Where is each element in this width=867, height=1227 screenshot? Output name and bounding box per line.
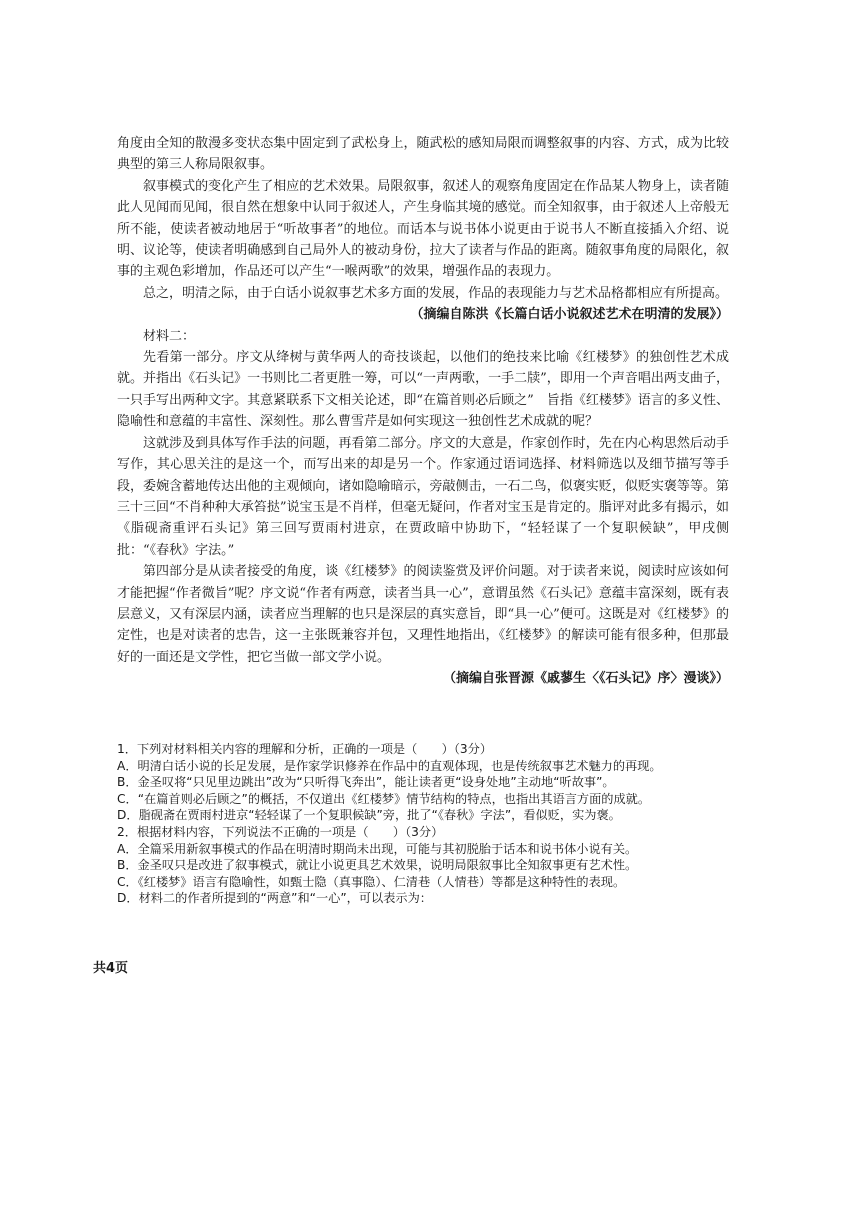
- paragraph-artistic-effect: 叙事模式的变化产生了相应的艺术效果。局限叙事，叙述人的观察角度固定在作品某人物身上，读者随此人见闻而见闻，很自然在想象中认同于叙述人，产生身临其境的感觉。而全知叙事，由于叙述人上帝般无所不能，使读者被动地居于“听故事者”的地位。而话本与说书体小说更由于说书人不断直接插入介绍、说明、议论等，使读者明确感到自己局外人的被动身份，拉大了读者与作品的距离。随叙事角度的局限化，叙事的主观色彩增加，作品还可以产生“一喉两歌”的效果，增强作品的表现力。: [117, 178, 729, 280]
- question-1-option-b: B．金圣叹将“只见里边跳出”改为“只听得飞奔出”，能让读者更“设身处地”主动地“听故事”。: [117, 775, 615, 790]
- question-2-option-a: A．全篇采用新叙事模式的作品在明清时期尚未出现，可能与其初脱胎于话本和说书体小说有关。: [117, 841, 638, 856]
- material-one-tail: [117, 133, 729, 690]
- paragraph-summary: 总之，明清之际，由于白话小说叙事艺术多方面的发展，作品的表现能力与艺术品格都相应有所提高。: [143, 285, 729, 301]
- question-2-option-b: B．金圣叹只是改进了叙事模式，就让小说更具艺术效果，说明局限叙事比全知叙事更有艺术性。: [117, 858, 638, 873]
- source-citation-one: （摘编自陈洪《长篇白话小说叙述艺术在明清的发展》）: [410, 307, 729, 323]
- source-citation-two: （摘编自张晋源《戚蓼生〈《石头记》序〉漫谈》）: [442, 671, 729, 687]
- questions-block: [117, 741, 737, 907]
- page-count-footer: 共4页: [93, 961, 129, 976]
- question-2-option-c: C．《红楼梦》语言有隐喻性，如甄士隐（真事隐）、仁清巷（人情巷）等都是这种特性的表现。: [117, 874, 626, 889]
- material-two-paragraph-3: 第四部分是从读者接受的角度，谈《红楼梦》的阅读鉴赏及评价问题。对于读者来说，阅读时应该如何才能把握“作者微旨”呢？序文说“作者有两意，读者当具一心”，意谓虽然《石头记》意蕴丰富深刻，既有表层意义，又有深层内涵，读者应当理解的也只是深层的真实意旨，即“具一心”便可。这既是对《红楼梦》的定性，也是对读者的忠告，这一主张既兼容并包，又理性地指出，《红楼梦》的解读可能有很多种，但那最好的一面还是文学性，把它当做一部文学小说。: [117, 564, 729, 665]
- question-1-option-a: A．明清白话小说的长足发展，是作家学识修养在作品中的直观体现，也是传统叙事艺术魅力的再现。: [117, 758, 662, 773]
- question-2-stem: 2．根据材料内容，下列说法不正确的一项是（ ）（3分）: [117, 824, 444, 839]
- material-two-paragraph-2: 这就涉及到具体写作手法的问题，再看第二部分。序文的大意是，作家创作时，先在内心构思然后动手写作，其心思关注的是这一个，而写出来的却是另一个。作家通过语词选择、材料筛选以及细节描写等手段，委婉含蓄地传达出他的主观倾向，诸如隐喻暗示，旁敲侧击，一石二鸟，似褒实贬，似贬实褒等等。第三十三回“不肖种种大承笞挞”说宝玉是不肖样，但毫无疑问，作者对宝玉是肯定的。脂评对此多有揭示，如《脂砚斋重评石头记》第三回写贾雨村进京，在贾政暗中协助下，“轻轻谋了一个复职候缺”，甲戌侧批：“《春秋》字法。”: [117, 435, 729, 558]
- question-1-stem: 1．下列对材料相关内容的理解和分析，正确的一项是（ ）（3分）: [117, 742, 493, 756]
- material-two-label: 材料二：: [143, 328, 196, 344]
- material-two-paragraph-1: 先看第一部分。序文从绛树与黄华两人的奇技谈起，以他们的绝技来比喻《红楼梦》的独创性艺术成就。并指出《石头记》一书则比二者更胜一筹，可以“一声两歌，一手二牍”，即用一个声音唱出两支曲子，一只手写出两种文字。其意紧联系下文相关论述，即“在篇首则必后顾之” 旨指《红楼梦》语言的多义性、隐喻性和意蕴的丰富性、深刻性。那么曹雪芹是如何实现这一独创性艺术成就的呢？: [117, 350, 729, 430]
- question-1-option-d: D．脂砚斋在贾雨村进京“轻轻谋了一个复职候缺”旁，批了“《春秋》字法”，看似贬，实为褒。: [117, 808, 621, 823]
- paragraph-narrative-perspective: 角度由全知的散漫多变状态集中固定到了武松身上，随武松的感知局限而调整叙事的内容、方式，成为比较典型的第三人称局限叙事。: [117, 136, 729, 173]
- question-2-option-d: D．材料二的作者所提到的“两意”和“一心”，可以表示为：: [117, 891, 432, 906]
- question-1-option-c: C．“在篇首则必后顾之”的概括，不仅道出《红楼梦》情节结构的特点，也指出其语言方面的成就。: [117, 791, 651, 806]
